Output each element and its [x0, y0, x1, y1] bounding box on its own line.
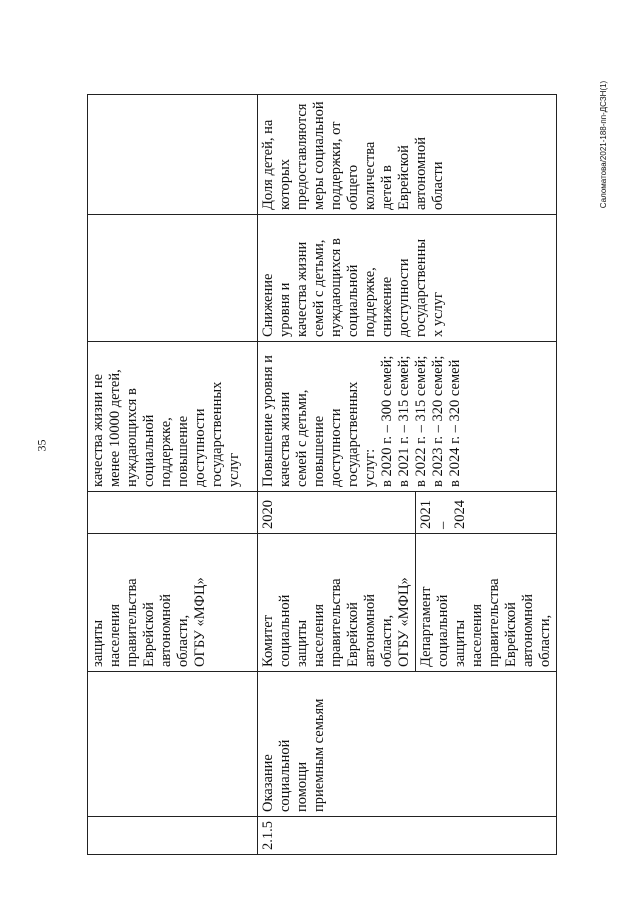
page-number: 35	[34, 439, 49, 452]
cell-number: 2.1.5	[258, 817, 557, 855]
table-rotated	[87, 95, 553, 855]
cell-executor: защиты населения правительства Еврейской автономной области, ОГБУ «МФЦ»	[88, 534, 258, 672]
cell-number-empty	[88, 817, 258, 855]
cell-result: качества жизни не менее 10000 детей, нуждающихся в социальной поддержке, повышение доступности государственных услуг	[88, 342, 258, 492]
program-table	[87, 94, 557, 855]
document-code: Саломатова/2021-188-пп-ДСЗН(1)	[599, 80, 609, 209]
cell-year-empty	[88, 492, 258, 534]
cell-indicator-empty	[88, 95, 258, 215]
cell-year-2021: 2021 – 2024	[416, 492, 557, 534]
table-wrapper	[87, 95, 553, 855]
cell-executor-2020: Комитет социальной защиты населения правительства Еврейской автономной области, ОГБУ «МФЦ»	[258, 534, 416, 672]
cell-executor-2021: Департамент социальной защиты населения правительства Еврейской автономной области,	[416, 534, 557, 672]
cell-name-empty	[88, 672, 258, 817]
cell-consequence: Снижение уровня и качества жизни семей с детьми, нуждающихся в социальной поддержке, снижение доступности государственны х услуг	[258, 215, 557, 342]
table-row	[258, 95, 416, 855]
table-row	[88, 95, 258, 855]
cell-consequence-empty	[88, 215, 258, 342]
cell-result: Повышение уровня и качества жизни семей с детьми, повышение доступности государственных услуг: в 2020 г. – 300 семей; в 2021 г. – 315 семей; в 2022 г. – 315 семей; в 2023 г. – 320 семей; в 2024 г. – 320 семей	[258, 342, 557, 492]
cell-name: Оказание социальной помощи приемным семьям	[258, 672, 557, 817]
cell-indicator: Доля детей, на которых предоставляются меры социальной поддержки, от общего количества детей в Еврейской автономной области	[258, 95, 557, 215]
cell-year-2020: 2020	[258, 492, 416, 534]
